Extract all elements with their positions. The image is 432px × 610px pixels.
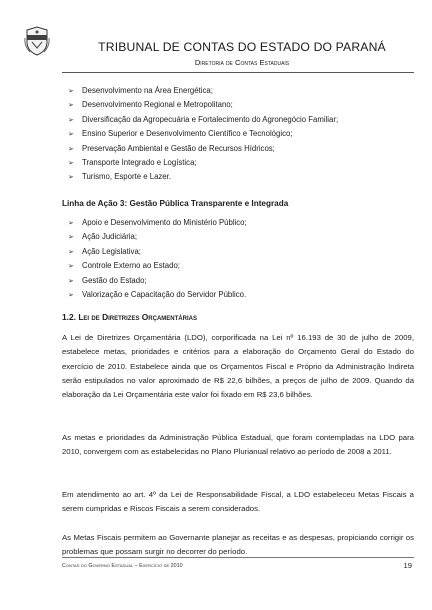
- list-item: ➢ Gestão do Estado;: [68, 274, 247, 288]
- arrow-bullet-icon: ➢: [68, 114, 75, 124]
- arrow-bullet-icon: ➢: [68, 129, 75, 139]
- list-item: ➢ Apoio e Desenvolvimento do Ministério Público;: [68, 216, 247, 230]
- priorities-list: [68, 84, 338, 185]
- arrow-bullet-icon: ➢: [68, 143, 75, 153]
- list-item: ➢ Valorização e Capacitação do Servidor Público.: [68, 288, 247, 302]
- header-subtitle: Diretoria de Contas Estaduais: [194, 58, 290, 67]
- page-number: 19: [403, 561, 412, 570]
- arrow-bullet-icon: ➢: [68, 86, 75, 95]
- footer-text: Contas do Governo Estadual – Exercício de 2010: [62, 563, 183, 569]
- footer-divider: [62, 557, 414, 558]
- list-item: ➢ Ensino Superior e Desenvolvimento Científico e Tecnológico;: [68, 127, 338, 141]
- body-paragraph: Em atendimento ao art. 4º da Lei de Responsabilidade Fiscal, a LDO estabeleceu Metas Fiscais a serem cumpridas e Riscos Fiscais a serem considerados.: [62, 490, 414, 514]
- arrow-bullet-icon: ➢: [68, 157, 75, 167]
- header-title: TRIBUNAL DE CONTAS DO ESTADO DO PARANÁ: [98, 40, 386, 54]
- arrow-bullet-icon: ➢: [68, 289, 75, 299]
- arrow-bullet-icon: ➢: [68, 261, 75, 271]
- coat-of-arms-icon: [24, 26, 50, 56]
- list-item: ➢ Preservação Ambiental e Gestão de Recursos Hídricos;: [68, 142, 338, 156]
- list-item: ➢ Diversificação da Agropecuária e Fortalecimento do Agronegócio Familiar;: [68, 113, 338, 127]
- list-item: ➢ Ação Judiciária;: [68, 230, 247, 244]
- list-item: ➢ Desenvolvimento na Área Energética;: [68, 84, 338, 98]
- management-list: [68, 216, 247, 302]
- arrow-bullet-icon: ➢: [68, 275, 75, 285]
- section-title: Lei de Diretrizes Orçamentárias: [78, 312, 197, 322]
- list-item: ➢ Controle Externo ao Estado;: [68, 259, 247, 273]
- arrow-bullet-icon: ➢: [68, 172, 75, 182]
- section-number: 1.2.: [62, 312, 76, 322]
- list-item: ➢ Transporte Integrado e Logística;: [68, 156, 338, 170]
- list-item: ➢ Ação Legislativa;: [68, 245, 247, 259]
- arrow-bullet-icon: ➢: [68, 246, 75, 256]
- list-item: ➢ Desenvolvimento Regional e Metropolitano;: [68, 98, 338, 112]
- body-paragraph: A Lei de Diretrizes Orçamentária (LDO), corporificada na Lei nº 16.193 de 30 de julho de 2009, estabelece metas, prioridades e critérios para a elaboração do Orçamento Geral do Estado do exercício de 2010. Estabelece ainda que os Orçamentos Fiscal e Próprio da Administração Indireta serão estipulados no valor aproximado de R$ 22,6 bilhões, a preços de julho de 2009. Quando da elaboração da Lei Orçamentária este valor foi fixado em R$ 23,6 bilhões.: [62, 333, 414, 400]
- line-of-action-heading: Linha de Ação 3: Gestão Pública Transparente e Integrada: [62, 199, 289, 208]
- section-heading: [62, 312, 197, 322]
- arrow-bullet-icon: ➢: [68, 218, 75, 227]
- header-divider: [62, 72, 414, 73]
- arrow-bullet-icon: ➢: [68, 232, 75, 242]
- body-paragraph: As Metas Fiscais permitem ao Governante planejar as receitas e as despesas, propiciando corrigir os problemas que possam surgir no decorrer do período.: [62, 533, 414, 557]
- list-item: ➢ Turismo, Esporte e Lazer.: [68, 170, 338, 184]
- arrow-bullet-icon: ➢: [68, 100, 75, 110]
- body-paragraph: As metas e prioridades da Administração Pública Estadual, que foram contempladas na LDO para 2010, convergem com as estabelecidas no Plano Plurianual relativo ao período de 2008 a 2011.: [62, 433, 414, 457]
